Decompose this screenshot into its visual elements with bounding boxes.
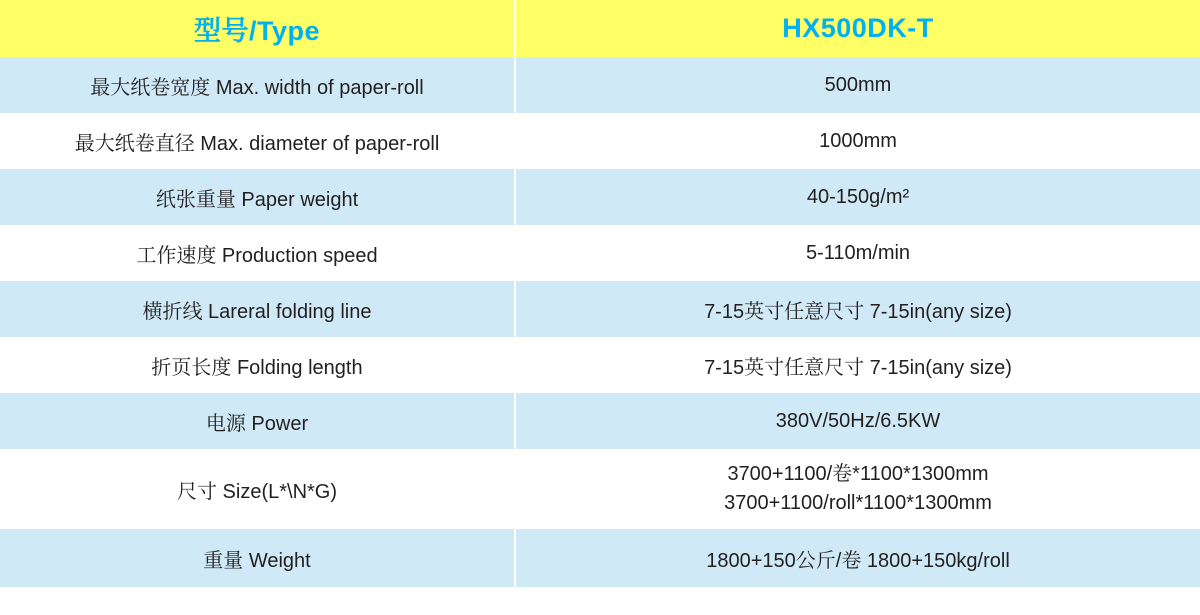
row-value-multiline [515, 449, 1200, 529]
row-label: 重量 Weight [0, 529, 515, 587]
row-value-line-2: 3700+1100/roll*1100*1300mm [724, 492, 992, 514]
table-row [0, 337, 1200, 393]
header-value-model: HX500DK-T [782, 13, 934, 43]
row-label: 纸张重量 Paper weight [0, 169, 515, 225]
row-label: 最大纸卷宽度 Max. width of paper-roll [0, 57, 515, 113]
table-header-row [0, 0, 1200, 57]
row-label: 折页长度 Folding length [0, 337, 515, 393]
row-label: 尺寸 Size(L*\N*G) [0, 449, 515, 529]
row-value: 1800+150公斤/卷 1800+150kg/roll [706, 549, 1010, 572]
row-value: 1000mm [819, 129, 897, 152]
row-value: 500mm [824, 73, 892, 96]
row-value: 5-110m/min [805, 241, 911, 264]
row-label: 电源 Power [0, 393, 515, 449]
table-row [0, 169, 1200, 225]
table-row [0, 225, 1200, 281]
table-row [0, 449, 1200, 529]
table-row [0, 113, 1200, 169]
row-label: 工作速度 Production speed [0, 225, 515, 281]
row-value: 7-15英寸任意尺寸 7-15in(any size) [704, 300, 1012, 323]
row-value: 380V/50Hz/6.5KW [775, 409, 941, 432]
row-label: 最大纸卷直径 Max. diameter of paper-roll [0, 113, 515, 169]
row-label: 横折线 Lareral folding line [0, 281, 515, 337]
row-value: 40-150g/m² [806, 185, 910, 208]
row-value: 7-15英寸任意尺寸 7-15in(any size) [704, 356, 1012, 379]
table-row [0, 529, 1200, 587]
table-row [0, 281, 1200, 337]
header-label-type: 型号/Type [0, 0, 515, 57]
table-row [0, 57, 1200, 113]
row-value-line-1: 3700+1100/卷*1100*1300mm [727, 463, 989, 485]
table-row [0, 393, 1200, 449]
